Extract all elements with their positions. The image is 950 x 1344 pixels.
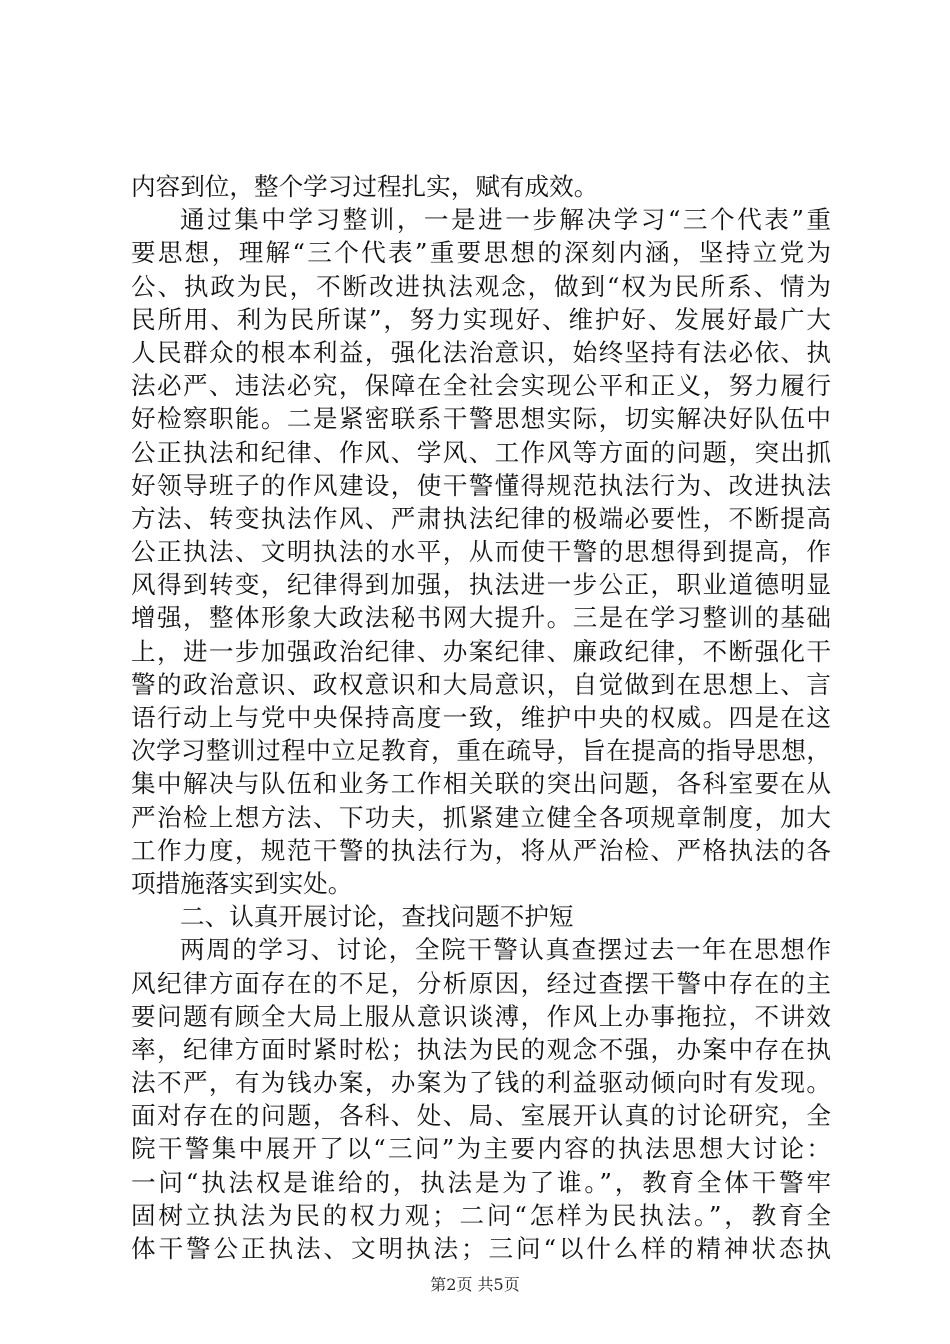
- section-heading: 二、认真开展讨论，查找问题不护短: [180, 902, 574, 932]
- text-line: 要问题有顾全大局上服从意识谈溥，作风上办事拖拉，不讲效: [131, 1001, 831, 1031]
- body-text: [131, 170, 831, 1265]
- text-line: 好检察职能。二是紧密联系干警思想实际，切实解决好队伍中: [131, 404, 831, 434]
- text-line: 要思想，理解“三个代表”重要思想的深刻内涵，坚持立党为: [131, 238, 831, 268]
- text-line: 集中解决与队伍和业务工作相关联的突出问题，各科室要在从: [131, 769, 831, 799]
- text-line: 院干警集中展开了以“三问”为主要内容的执法思想大讨论：: [131, 1134, 831, 1164]
- text-line: 公、执政为民，不断改进执法观念，做到“权为民所系、情为: [131, 271, 831, 301]
- text-line: 工作力度，规范干警的执法行为，将从严治检、严格执法的各: [131, 835, 831, 865]
- text-line: 次学习整训过程中立足教育，重在疏导，旨在提高的指导思想，: [131, 736, 831, 766]
- text-line: 法必严、违法必究，保障在全社会实现公平和正义，努力履行: [131, 371, 831, 401]
- text-line: 公正执法、文明执法的水平，从而使干警的思想得到提高，作: [131, 537, 831, 567]
- text-line: 公正执法和纪律、作风、学风、工作风等方面的问题，突出抓: [131, 437, 831, 467]
- text-line: 一问“执法权是谁给的，执法是为了谁。”，教育全体干警牢: [131, 1167, 831, 1197]
- text-line: 方法、转变执法作风、严肃执法纪律的极端必要性，不断提高: [131, 503, 831, 533]
- text-line: 体干警公正执法、文明执法；三问“以什么样的精神状态执: [131, 1234, 831, 1263]
- text-line: 面对存在的问题，各科、处、局、室展开认真的讨论研究，全: [131, 1101, 831, 1131]
- text-line: 语行动上与党中央保持高度一致，维护中央的权威。四是在这: [131, 703, 831, 732]
- text-line: 人民群众的根本利益，强化法治意识，始终坚持有法必依、执: [131, 337, 831, 367]
- text-line: 增强，整体形象大政法秘书网大提升。三是在学习整训的基础: [131, 603, 831, 633]
- page-footer: 第2页 共5页: [430, 1275, 520, 1294]
- text-line: 项措施落实到实处。: [131, 868, 353, 898]
- text-line: 风纪律方面存在的不足，分析原因，经过查摆干警中存在的主: [131, 968, 831, 998]
- text-line: 法不严，有为钱办案，办案为了钱的利益驱动倾向时有发现。: [131, 1068, 831, 1098]
- text-line: 民所用、利为民所谋”，努力实现好、维护好、发展好最广大: [131, 304, 831, 334]
- text-line: 风得到转变，纪律得到加强，执法进一步公正，职业道德明显: [131, 570, 831, 600]
- text-line: 警的政治意识、政权意识和大局意识，自觉做到在思想上、言: [131, 669, 831, 699]
- text-line: 通过集中学习整训，一是进一步解决学习“三个代表”重: [180, 205, 831, 235]
- text-line: 固树立执法为民的权力观；二问“怎样为民执法。”，教育全: [131, 1200, 831, 1230]
- text-line: 好领导班子的作风建设，使干警懂得规范执法行为、改进执法: [131, 470, 831, 500]
- text-line: 两周的学习、讨论，全院干警认真查摆过去一年在思想作: [180, 935, 831, 965]
- text-line: 内容到位，整个学习过程扎实，赋有成效。: [131, 172, 599, 201]
- text-line: 率，纪律方面时紧时松；执法为民的观念不强，办案中存在执: [131, 1034, 831, 1064]
- text-line: 严治检上想方法、下功夫，抓紧建立健全各项规章制度，加大: [131, 802, 831, 832]
- text-line: 上，进一步加强政治纪律、办案纪律、廉政纪律，不断强化干: [131, 636, 831, 666]
